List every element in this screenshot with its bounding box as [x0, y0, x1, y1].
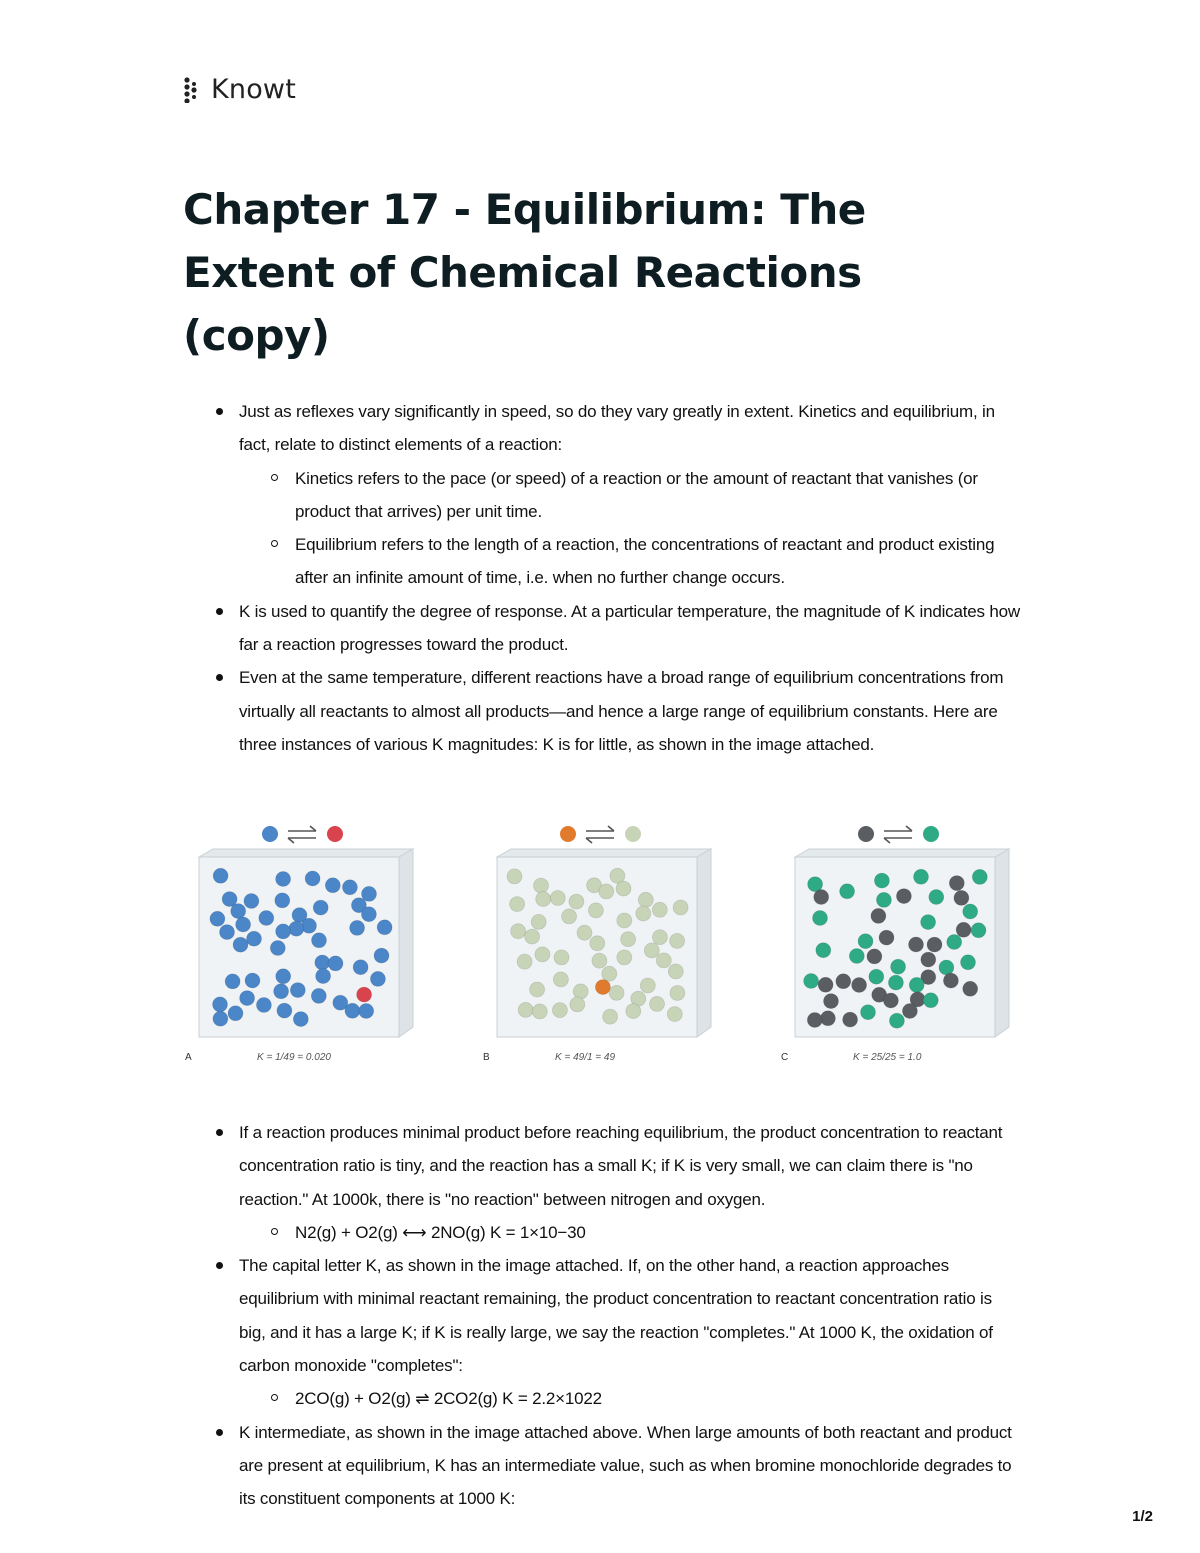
product-ball [592, 953, 607, 968]
product-ball [536, 892, 551, 907]
equation-text: 2CO(g) + O2(g) ⇌ 2CO2(g) K = 2.2×1022 [295, 1389, 602, 1409]
reactant-ball [956, 922, 971, 937]
product-ball [668, 964, 683, 979]
product-ball [876, 892, 891, 907]
reactant-ball [276, 924, 291, 939]
reactant-ball [244, 894, 259, 909]
reactant-ball [843, 1012, 858, 1027]
list-item-text: K intermediate, as shown in the image attached above. When large amounts of both reactant and product are present at equilibrium, K has an intermediate value, such as when bromine monochloride degrades to its constituent components at 1000 K: [239, 1422, 1012, 1509]
reactant-ball [883, 993, 898, 1008]
list-item [183, 1416, 1023, 1516]
reactant-ball [225, 974, 240, 989]
equilibrium-arrows-icon [884, 826, 912, 843]
reactant-ball [820, 1011, 835, 1026]
product-ball [617, 950, 632, 965]
reactant-ball [231, 904, 246, 919]
product-ball [518, 1002, 533, 1017]
box-top [795, 849, 1009, 857]
product-ball [961, 955, 976, 970]
reactant-ball [328, 956, 343, 971]
reactant-ball [259, 911, 274, 926]
knowt-dots-icon [183, 77, 203, 103]
equilibrium-arrows-icon [586, 826, 614, 843]
reactant-ball [595, 980, 610, 995]
panel-letter: B [483, 1052, 490, 1063]
product-ball [858, 934, 873, 949]
product-ball [552, 1003, 567, 1018]
product-ball [562, 909, 577, 924]
product-ball [638, 892, 653, 907]
reactant-ball [213, 997, 228, 1012]
list-item [183, 395, 1023, 595]
reactant-ball [370, 971, 385, 986]
reactant-ball [277, 1003, 292, 1018]
reactant-ball [256, 998, 271, 1013]
product-ball [923, 993, 938, 1008]
reactant-ball [313, 900, 328, 915]
product-ball [889, 1013, 904, 1028]
equilibrium-arrows-icon [288, 826, 316, 843]
product-ball [650, 996, 665, 1011]
box-side [995, 849, 1009, 1037]
product-ball [861, 1005, 876, 1020]
reactant-ball [807, 1013, 822, 1028]
product-ball [644, 943, 659, 958]
product-ball [891, 959, 906, 974]
reactant-ball [921, 952, 936, 967]
box-top [497, 849, 711, 857]
reactant-ball [824, 994, 839, 1009]
product-ball [921, 915, 936, 930]
product-ball [874, 873, 889, 888]
sub-list-item [239, 1216, 1023, 1249]
reactant-ball-key [858, 826, 874, 842]
reactant-ball [927, 937, 942, 952]
product-ball [573, 984, 588, 999]
reactant-ball [943, 973, 958, 988]
page-title: Chapter 17 - Equilibrium: The Extent of Chemical Reactions (copy) [183, 185, 866, 360]
box-top [199, 849, 413, 857]
reactant-ball [276, 969, 291, 984]
reactant-ball [879, 930, 894, 945]
product-ball-key [327, 826, 343, 842]
reactant-ball [316, 969, 331, 984]
product-ball [888, 975, 903, 990]
product-ball [670, 986, 685, 1001]
list-item-text: The capital letter K, as shown in the image attached. If, on the other hand, a reaction approaches equilibrium with minimal reactant remaining, the product concentration to reactant concentration ratio is big, and it has a large K; if K is really large, we say the reaction "completes." At 1000 K, the oxidation of carbon monoxide "completes": [239, 1256, 993, 1376]
product-ball [670, 933, 685, 948]
product-ball [840, 884, 855, 899]
product-ball [652, 930, 667, 945]
product-ball [590, 936, 605, 951]
reactant-ball [311, 988, 326, 1003]
reactant-ball [377, 920, 392, 935]
reactant-ball [275, 893, 290, 908]
reactant-ball [867, 949, 882, 964]
knowt-logo[interactable] [183, 74, 296, 105]
reactant-ball [305, 871, 320, 886]
sub-list-item-text: Equilibrium refers to the length of a reaction, the concentrations of reactant and product existing after an infinite amount of time, i.e. when no further change occurs. [295, 535, 995, 588]
panel-letter: C [781, 1052, 789, 1063]
product-ball [554, 950, 569, 965]
reactant-ball [814, 890, 829, 905]
product-ball [616, 881, 631, 896]
bullet-list-section-1 [183, 395, 1023, 761]
figure-panel-c [781, 815, 1011, 1070]
product-ball [588, 903, 603, 918]
reactant-ball [228, 1006, 243, 1021]
product-ball [357, 987, 372, 1002]
reactant-ball [345, 1003, 360, 1018]
product-ball [656, 953, 671, 968]
equilibrium-k-figure [175, 815, 1025, 1075]
reactant-ball [276, 872, 291, 887]
sub-list-item [239, 462, 1023, 529]
product-ball [971, 923, 986, 938]
product-ball [849, 949, 864, 964]
bullet-list-section-2 [183, 1116, 1023, 1516]
reactant-ball [315, 955, 330, 970]
figure-panel-a [185, 815, 415, 1070]
figure-panel-b [483, 815, 713, 1070]
reactant-ball [896, 889, 911, 904]
product-ball [621, 932, 636, 947]
reactant-ball [871, 908, 886, 923]
product-ball [534, 878, 549, 893]
reactant-ball [963, 981, 978, 996]
reactant-ball [213, 868, 228, 883]
k-value-caption: K = 1/49 = 0.020 [257, 1052, 331, 1063]
product-ball [517, 954, 532, 969]
product-ball [525, 929, 540, 944]
product-ball [609, 985, 624, 1000]
product-ball-key [625, 826, 641, 842]
reactant-ball [210, 911, 225, 926]
reactant-ball [818, 977, 833, 992]
molecule-box-2 [781, 815, 1011, 1050]
reactant-ball [270, 941, 285, 956]
list-item [183, 661, 1023, 761]
product-ball [569, 894, 584, 909]
sub-list-item [239, 528, 1023, 595]
reactant-ball [902, 1004, 917, 1019]
reactant-ball [240, 991, 255, 1006]
box-side [697, 849, 711, 1037]
k-value-caption: K = 25/25 = 1.0 [853, 1052, 922, 1063]
reactant-ball [325, 878, 340, 893]
reactant-ball [274, 984, 289, 999]
reactant-ball [909, 937, 924, 952]
product-ball [603, 1009, 618, 1024]
molecule-box-0 [185, 815, 415, 1050]
reactant-ball [236, 917, 251, 932]
list-item [183, 1116, 1023, 1249]
product-ball [869, 969, 884, 984]
list-item-text: K is used to quantify the degree of response. At a particular temperature, the magnitude of K indicates how far a reaction progresses toward the product. [239, 601, 1020, 655]
reactant-ball [245, 973, 260, 988]
reactant-ball [220, 925, 235, 940]
reactant-ball [836, 974, 851, 989]
page-number: 1/2 [1132, 1508, 1153, 1525]
reactant-ball [247, 931, 262, 946]
list-item [183, 1249, 1023, 1415]
product-ball [626, 1004, 641, 1019]
box-side [399, 849, 413, 1037]
reactant-ball [852, 978, 867, 993]
list-item-text: Even at the same temperature, different reactions have a broad range of equilibrium concentrations from virtually all reactants to almost all products—and hence a large range of equilibrium constants. Here are three instances of various K magnitudes: K is for little, as shown in the image attached. [239, 668, 1004, 754]
logo-text: Knowt [211, 74, 297, 105]
sub-list-item [239, 1382, 1023, 1415]
product-ball [947, 935, 962, 950]
reactant-ball [312, 933, 327, 948]
reactant-ball [342, 880, 357, 895]
panel-letter: A [185, 1052, 192, 1063]
molecule-box-1 [483, 815, 713, 1050]
product-ball [530, 982, 545, 997]
product-ball [667, 1007, 682, 1022]
product-ball [577, 925, 592, 940]
k-value-caption: K = 49/1 = 49 [555, 1052, 616, 1063]
product-ball [531, 914, 546, 929]
product-ball [972, 869, 987, 884]
product-ball [535, 947, 550, 962]
sub-list-item-text: Kinetics refers to the pace (or speed) of a reaction or the amount of reactant that vanishes (or product that arrives) per unit time. [295, 468, 978, 521]
product-ball [510, 897, 525, 912]
reactant-ball [949, 876, 964, 891]
equation-text: N2(g) + O2(g) ⟷ 2NO(g) K = 1×10−30 [295, 1222, 586, 1242]
product-ball [599, 884, 614, 899]
product-ball [617, 913, 632, 928]
product-ball [914, 869, 929, 884]
reactant-ball [361, 907, 376, 922]
list-item-text: If a reaction produces minimal product before reaching equilibrium, the product concentration to reactant concentration ratio is tiny, and the reaction has a small K; if K is very small, we can claim there is "no reaction." At 1000k, there is "no reaction" between nitrogen and oxygen. [239, 1123, 1003, 1209]
product-ball [909, 977, 924, 992]
reactant-ball [213, 1011, 228, 1026]
reactant-ball [359, 1004, 374, 1019]
product-ball [640, 978, 655, 993]
reactant-ball [954, 890, 969, 905]
product-ball [550, 891, 565, 906]
product-ball [652, 902, 667, 917]
reactant-ball [293, 1012, 308, 1027]
reactant-ball-key [560, 826, 576, 842]
product-ball [507, 869, 522, 884]
list-item-text: Just as reflexes vary significantly in speed, so do they vary greatly in extent. Kinetics and equilibrium, in fact, relate to distinct elements of a reaction: [239, 402, 995, 455]
product-ball [511, 924, 526, 939]
product-ball [673, 900, 688, 915]
product-ball-key [923, 826, 939, 842]
list-item [183, 595, 1023, 662]
product-ball [929, 890, 944, 905]
reactant-ball [233, 937, 248, 952]
reactant-ball-key [262, 826, 278, 842]
product-ball [570, 997, 585, 1012]
reactant-ball [289, 921, 304, 936]
product-ball [636, 906, 651, 921]
product-ball [813, 911, 828, 926]
product-ball [602, 966, 617, 981]
product-ball [553, 972, 568, 987]
reactant-ball [290, 983, 305, 998]
product-ball [963, 904, 978, 919]
product-ball [532, 1004, 547, 1019]
reactant-ball [350, 920, 365, 935]
product-ball [816, 943, 831, 958]
reactant-ball [353, 960, 368, 975]
product-ball [804, 974, 819, 989]
reactant-ball [374, 948, 389, 963]
